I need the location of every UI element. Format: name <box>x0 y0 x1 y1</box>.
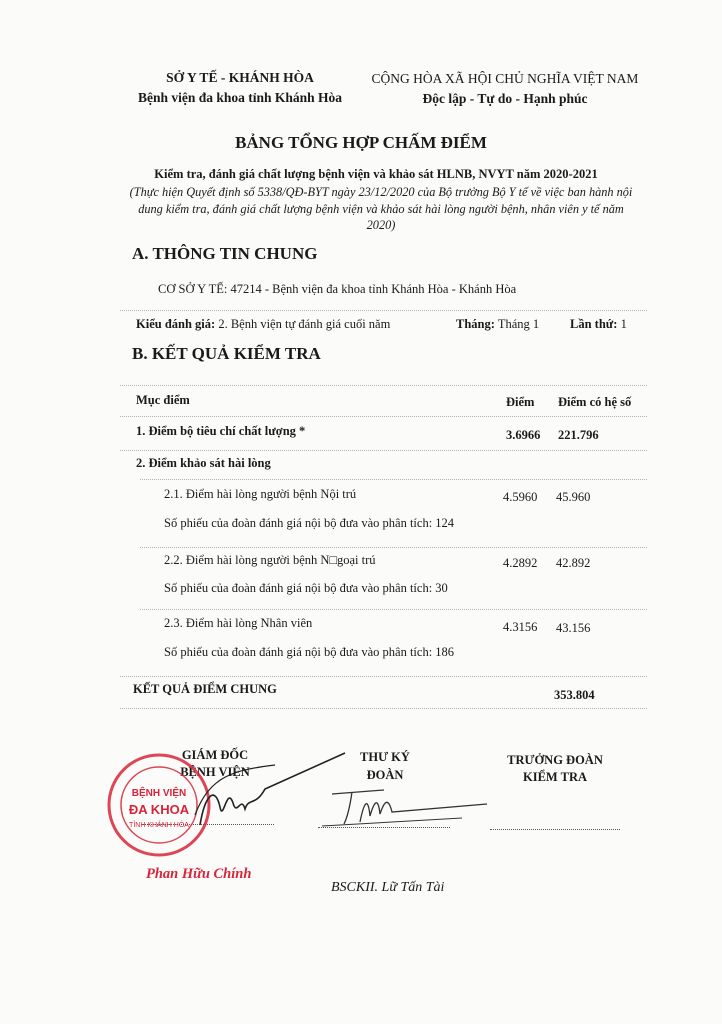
sub2-score: 4.2892 <box>503 556 538 570</box>
times-value: 1 <box>620 317 627 331</box>
agency-name: SỞ Y TẾ - KHÁNH HÒA <box>166 70 314 85</box>
decision-note: (Thực hiện Quyết định số 5338/QĐ-BYT ngày 23/12/2020 của Bộ trưởng Bộ Y tế về việc ban hành nội dung kiểm tra, đánh giá chất lượng bệnh viện và khảo sát hài lòng người bệnh, nhân viên y tế năm 2020) <box>129 185 633 232</box>
sub1-weighted: 45.960 <box>556 490 591 504</box>
secretary-title-2: ĐOÀN <box>366 768 404 782</box>
eval-label: Kiểu đánh giá: <box>136 317 216 331</box>
sub1-label: 2.1. Điểm hài lòng người bệnh Nội trú <box>164 487 357 501</box>
row1-label: 1. Điểm bộ tiêu chí chất lượng * <box>136 424 306 438</box>
sub3-label: 2.3. Điểm hài lòng Nhân viên <box>164 616 313 630</box>
sub1-score: 4.5960 <box>503 490 538 504</box>
sub3-count: Số phiếu của đoàn đánh giá nội bộ đưa vào phân tích: 186 <box>164 645 455 659</box>
stamp-line-3: TỈNH KHÁNH HÒA <box>129 822 189 829</box>
head-title-2: KIỂM TRA <box>522 770 587 784</box>
national-title: CỘNG HÒA XÃ HỘI CHỦ NGHĨA VIỆT NAM <box>371 71 639 86</box>
total-label: KẾT QUẢ ĐIỂM CHUNG <box>133 682 277 696</box>
month-field <box>456 317 539 332</box>
col-header-score: Điểm <box>506 395 535 409</box>
stamp-line-2: ĐA KHOA <box>128 802 190 817</box>
sub2-weighted: 42.892 <box>556 556 591 570</box>
secretary-name: BSCKII. Lữ Tấn Tài <box>331 880 445 895</box>
col-header-weighted: Điểm có hệ số <box>558 395 632 409</box>
col-header-item: Mục điểm <box>136 393 190 407</box>
row1-score: 3.6966 <box>506 428 541 442</box>
secretary-title-1: THƯ KÝ <box>360 750 410 764</box>
evaluation-type <box>136 317 390 332</box>
director-name: Phan Hữu Chính <box>146 866 252 882</box>
hospital-name: Bệnh viện đa khoa tỉnh Khánh Hòa <box>137 90 343 105</box>
sub2-count: Số phiếu của đoàn đánh giá nội bộ đưa vào phân tích: 30 <box>164 581 448 595</box>
page-title: BẢNG TỔNG HỢP CHẤM ĐIỂM <box>235 133 487 152</box>
director-title-2: BỆNH VIỆN <box>180 765 250 779</box>
month-value: Tháng 1 <box>497 317 540 331</box>
section-a-heading: A. THÔNG TIN CHUNG <box>132 244 318 263</box>
head-title-1: TRƯỞNG ĐOÀN <box>507 753 603 767</box>
facility-info: CƠ SỞ Y TẾ: 47214 - Bệnh viện đa khoa tỉnh Khánh Hòa - Khánh Hòa <box>158 282 517 296</box>
times-label: Lần thứ: <box>570 317 618 331</box>
month-label: Tháng: <box>456 317 495 331</box>
page-subtitle: Kiểm tra, đánh giá chất lượng bệnh viện và khảo sát HLNB, NVYT năm 2020-2021 <box>154 167 598 181</box>
director-title-1: GIÁM ĐỐC <box>181 748 249 762</box>
sub2-label: 2.2. Điểm hài lòng người bệnh N□goại trú <box>164 553 376 567</box>
row1-weighted: 221.796 <box>558 428 599 442</box>
times-field <box>570 317 627 332</box>
eval-value: 2. Bệnh viện tự đánh giá cuối năm <box>218 317 391 331</box>
national-motto: Độc lập - Tự do - Hạnh phúc <box>422 91 588 106</box>
stamp-line-1: BỆNH VIỆN <box>131 788 187 799</box>
secretary-signature <box>322 782 502 832</box>
sub3-weighted: 43.156 <box>556 621 591 635</box>
total-value: 353.804 <box>554 688 595 702</box>
sub3-score: 4.3156 <box>503 620 538 634</box>
section-b-heading: B. KẾT QUẢ KIỂM TRA <box>132 344 321 363</box>
row2-label: 2. Điểm khảo sát hài lòng <box>136 456 271 470</box>
sub1-count: Số phiếu của đoàn đánh giá nội bộ đưa vào phân tích: 124 <box>164 516 455 530</box>
